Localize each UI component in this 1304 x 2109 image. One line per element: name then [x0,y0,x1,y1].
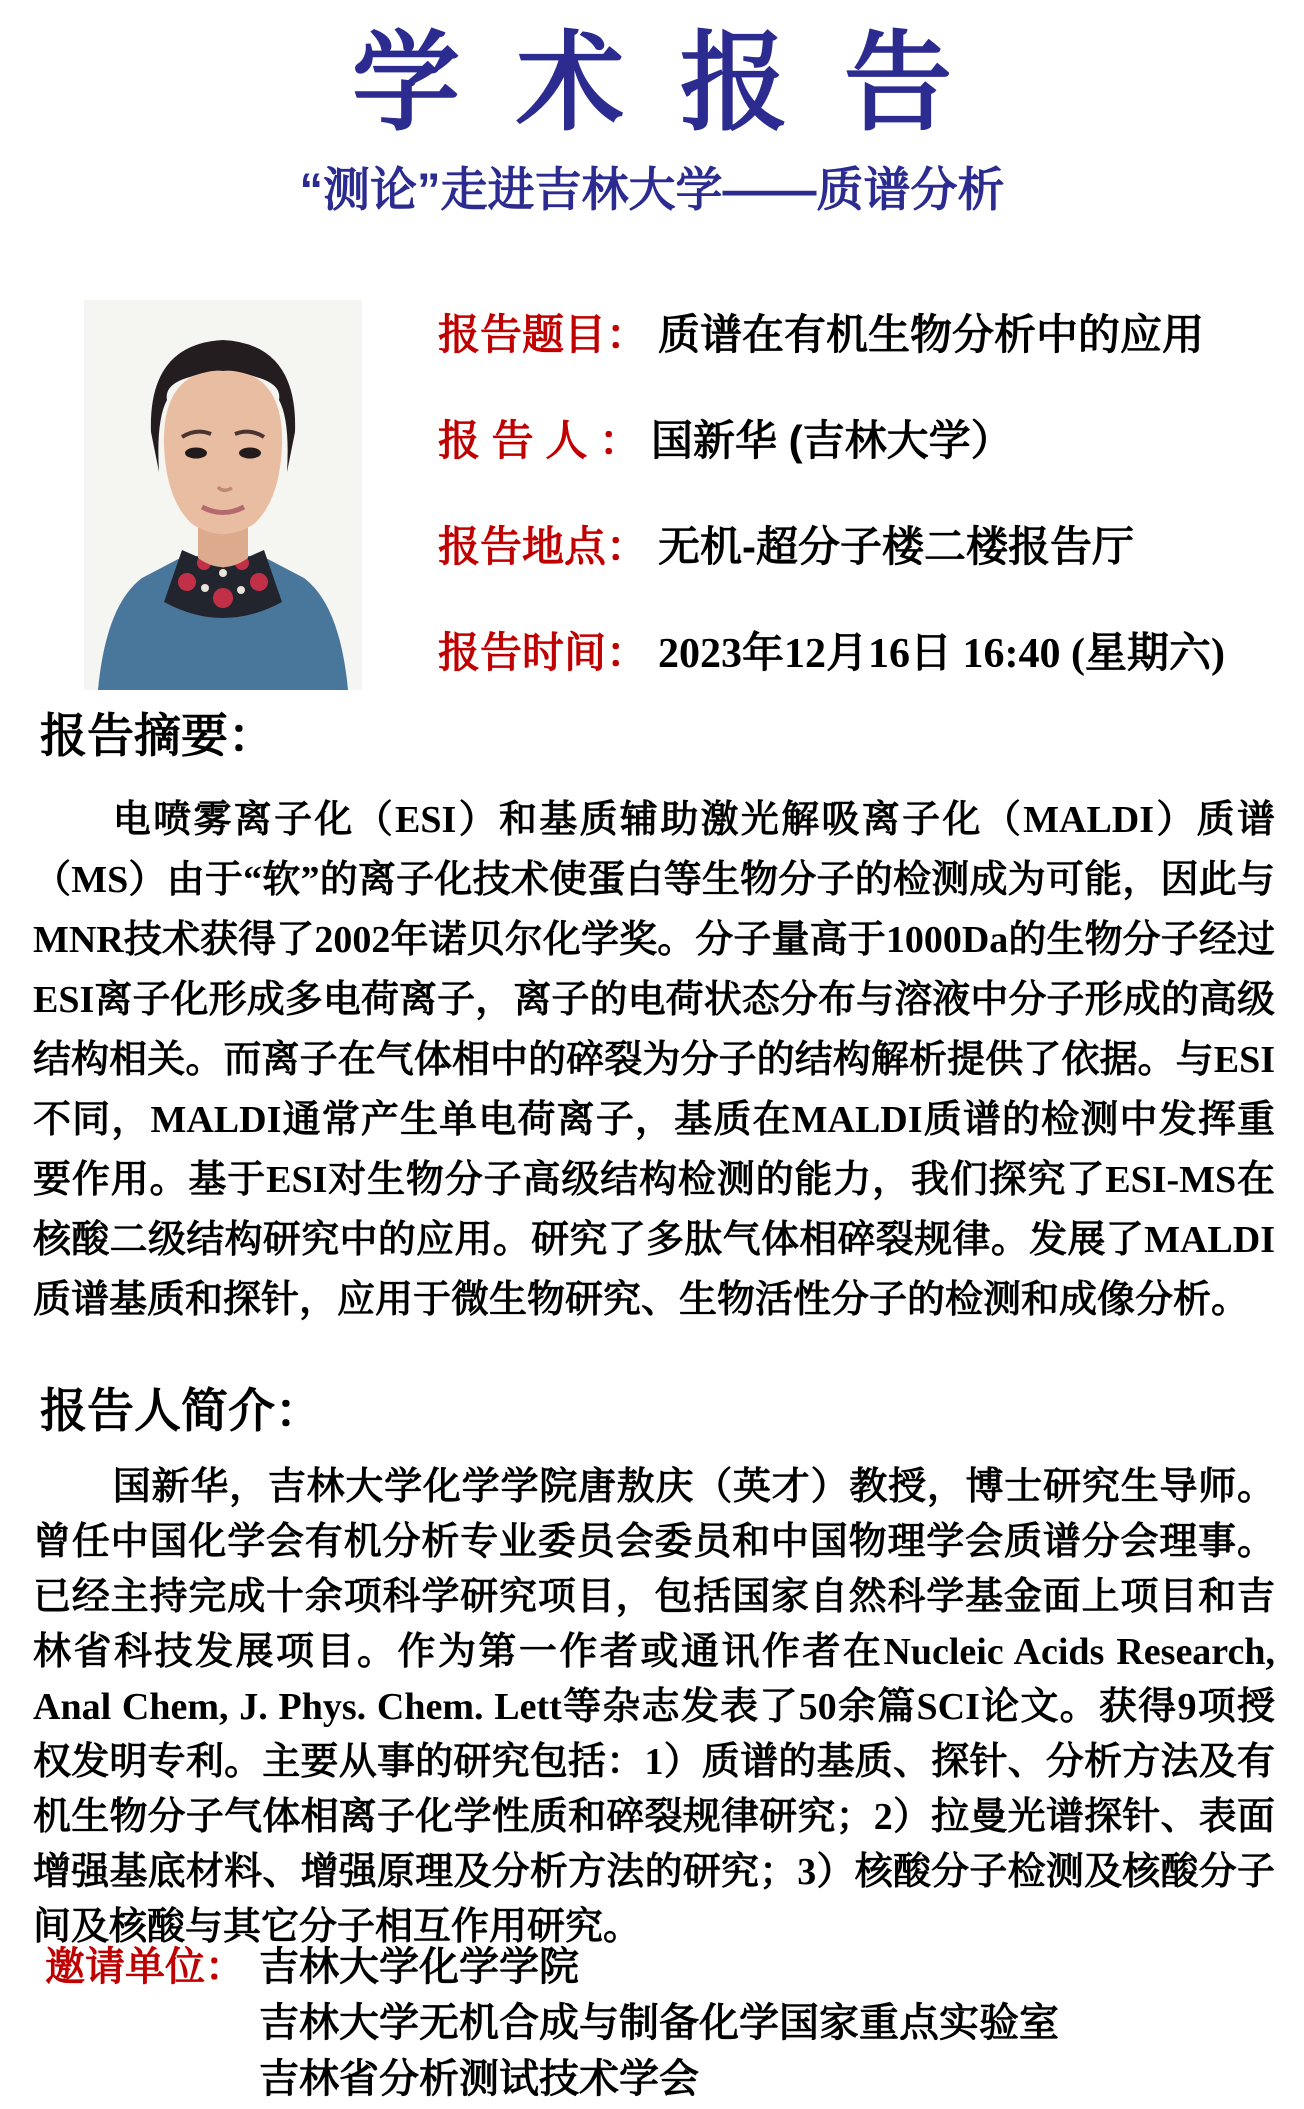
invite-label: 邀请单位： [45,1945,245,1989]
info-row-topic [438,312,1225,358]
invite-footer [45,1941,1059,2109]
bio-heading: 报告人简介： [40,1384,322,1437]
speaker-photo [84,300,362,690]
page-title: 学术报告 [351,20,1008,146]
time-label: 报告时间： [438,629,649,676]
invite-org: 吉林省分析测试技术学会 [259,2057,699,2101]
invite-org-list [259,1941,1059,2109]
info-row-speaker [438,418,1225,464]
abstract-text: 电喷雾离子化（ESI）和基质辅助激光解吸离子化（MALDI）质谱（MS）由于“软”的离子化技术使蛋白等生物分子的检测成为可能，因此与MNR技术获得了2002年诺贝尔化学奖。分子量高于1000Da的生物分子经过ESI离子化形成多电荷离子，离子的电荷状态分布与溶液中分子形成的高级结构相关。而离子在气体相中的碎裂为分子的结构解析提供了依据。与ESI不同，MALDI通常产生单电荷离子，基质在MALDI质谱的检测中发挥重要作用。基于ESI对生物分子高级结构检测的能力，我们探究了ESI-MS在核酸二级结构研究中的应用。研究了多肽气体相碎裂规律。发展了MALDI质谱基质和探针，应用于微生物研究、生物活性分子的检测和成像分析。 [33,799,1275,1321]
abstract-heading: 报告摘要： [40,709,275,762]
invite-org: 吉林大学化学学院 [259,1945,579,1989]
topic-label: 报告题目： [438,311,649,358]
speaker-label: 报 告 人 ： [438,417,642,464]
portrait-image [84,300,362,690]
location-label: 报告地点： [438,523,649,570]
speaker-info-list [438,312,1225,677]
speaker-value: 国新华 (吉林大学） [651,417,1013,464]
invite-org: 吉林大学无机合成与制备化学国家重点实验室 [259,2001,1059,2045]
info-row-time [438,630,1225,677]
page-subtitle: “测论”走进吉林大学——质谱分析 [299,163,1005,216]
location-value: 无机-超分子楼二楼报告厅 [658,523,1135,570]
topic-value: 质谱在有机生物分析中的应用 [658,311,1205,358]
time-value: 2023年12月16日 16:40 (星期六) [658,631,1225,677]
info-row-location [438,524,1225,570]
bio-text: 国新华，吉林大学化学学院唐敖庆（英才）教授，博士研究生导师。曾任中国化学会有机分析专业委员会委员和中国物理学会质谱分会理事。已经主持完成十余项科学研究项目，包括国家自然科学基金面上项目和吉林省科技发展项目。作为第一作者或通讯作者在Nucleic Acids Research, Anal Chem, J. Phys. Chem. Lett等杂志发表了50余篇SCI论文。获得9项授权发明专利。主要从事的研究包括：1）质谱的基质、探针、分析方法及有机生物分子气体相离子化学性质和碎裂规律研究；2）拉曼光谱探针、表面增强基底材料、增强原理及分析方法的研究；3）核酸分子检测及核酸分子间及核酸与其它分子相互作用研究。 [33,1466,1275,1948]
